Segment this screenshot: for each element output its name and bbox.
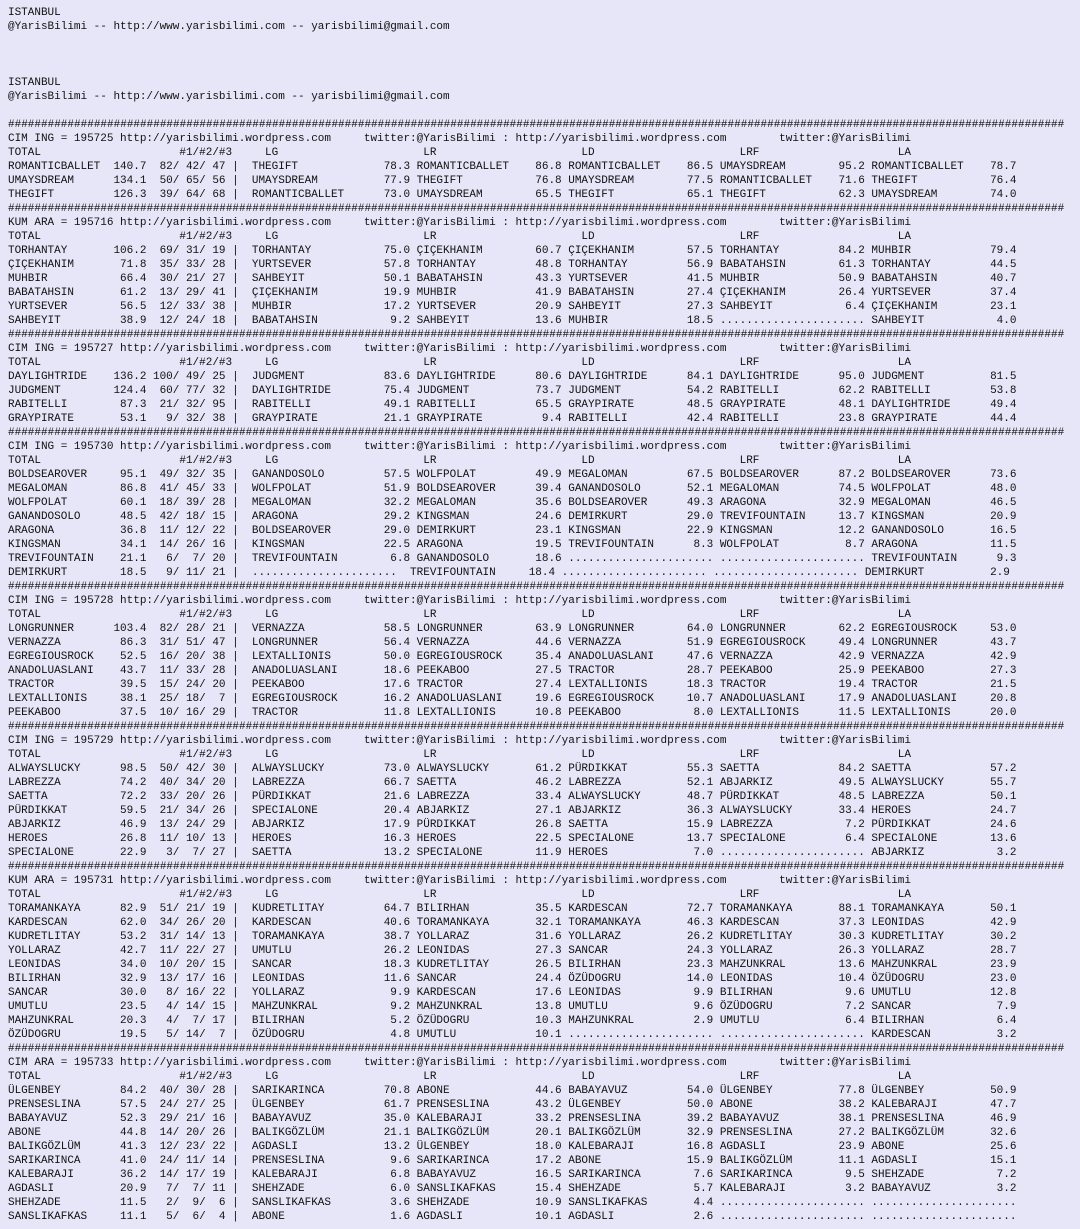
result-row: AGDASLI 20.9 7/ 7/ 11 | SHEHZADE 6.0 SANSLIKAFKAS 15.4 SHEHZADE 5.7 KALEBARAJI 3.2 BABAYAVUZ 3.2	[8, 1183, 1017, 1195]
separator-line: ################################################################################################################################################################	[8, 203, 1065, 215]
result-row: KINGSMAN 34.1 14/ 26/ 16 | KINGSMAN 22.5 ARAGONA 19.5 TREVIFOUNTAIN 8.3 WOLFPOLAT 8.7 ARAGONA 11.5	[8, 539, 1017, 551]
result-row: LONGRUNNER 103.4 82/ 28/ 21 | VERNAZZA 58.5 LONGRUNNER 63.9 LONGRUNNER 64.0 LONGRUNNER 62.2 EGREGIOUSROCK 53.0	[8, 623, 1017, 635]
result-row: TORHANTAY 106.2 69/ 31/ 19 | TORHANTAY 75.0 ÇIÇEKHANIM 60.7 ÇIÇEKHANIM 57.5 TORHANTAY 84.2 MUHBIR 79.4	[8, 245, 1017, 257]
column-headers: TOTAL #1/#2/#3 LG LR LD LRF LA	[8, 455, 911, 467]
separator-line: ################################################################################################################################################################	[8, 861, 1065, 873]
result-row: HEROES 26.8 11/ 10/ 13 | HEROES 16.3 HEROES 22.5 SPECIALONE 13.7 SPECIALONE 6.4 SPECIALONE 13.6	[8, 833, 1017, 845]
result-row: ÇIÇEKHANIM 71.8 35/ 33/ 28 | YURTSEVER 57.8 TORHANTAY 48.8 TORHANTAY 56.9 BABATAHSIN 61.3 TORHANTAY 44.5	[8, 259, 1017, 271]
result-row: MAHZUNKRAL 20.3 4/ 7/ 17 | BILIRHAN 5.2 ÖZÜDOGRU 10.3 MAHZUNKRAL 2.9 UMUTLU 6.4 BILIRHAN 6.4	[8, 1015, 1017, 1027]
result-row: BABAYAVUZ 52.3 29/ 21/ 16 | BABAYAVUZ 35.0 KALEBARAJI 33.2 PRENSESLINA 39.2 BABAYAVUZ 38.1 PRENSESLINA 46.9	[8, 1113, 1017, 1125]
header-contact: @YarisBilimi -- http://www.yarisbilimi.com -- yarisbilimi@gmail.com	[8, 21, 450, 33]
race-block	[8, 860, 1080, 1042]
race-block	[8, 720, 1080, 860]
result-row: ABJARKIZ 46.9 13/ 24/ 29 | ABJARKIZ 17.9 PÜRDIKKAT 26.8 SAETTA 15.9 LABREZZA 7.2 PÜRDIKKAT 24.6	[8, 819, 1017, 831]
result-row: TORAMANKAYA 82.9 51/ 21/ 19 | KUDRETLITAY 64.7 BILIRHAN 35.5 KARDESCAN 72.7 TORAMANKAYA 88.1 TORAMANKAYA 50.1	[8, 903, 1017, 915]
result-row: BABATAHSIN 61.2 13/ 29/ 41 | ÇIÇEKHANIM 19.9 MUHBIR 41.9 BABATAHSIN 27.4 ÇIÇEKHANIM 26.4 YURTSEVER 37.4	[8, 287, 1017, 299]
result-row: GRAYPIRATE 53.1 9/ 32/ 38 | GRAYPIRATE 21.1 GRAYPIRATE 9.4 RABITELLI 42.4 RABITELLI 23.8 GRAYPIRATE 44.4	[8, 413, 1017, 425]
result-row: UMUTLU 23.5 4/ 14/ 15 | MAHZUNKRAL 9.2 MAHZUNKRAL 13.8 UMUTLU 9.6 ÖZÜDOGRU 7.2 SANCAR 7.9	[8, 1001, 1017, 1013]
result-row: SANSLIKAFKAS 11.1 5/ 6/ 4 | ABONE 1.6 AGDASLI 10.1 AGDASLI 2.6 ...................... ......................	[8, 1211, 1017, 1223]
result-row: PÜRDIKKAT 59.5 21/ 34/ 26 | SPECIALONE 20.4 ABJARKIZ 27.1 ABJARKIZ 36.3 ALWAYSLUCKY 33.4 HEROES 24.7	[8, 805, 1017, 817]
blank-line	[8, 104, 1080, 118]
result-row: MEGALOMAN 86.8 41/ 45/ 33 | WOLFPOLAT 51.9 BOLDSEAROVER 39.4 GANANDOSOLO 52.1 MEGALOMAN 74.5 WOLFPOLAT 48.0	[8, 483, 1017, 495]
result-row: TRACTOR 39.5 15/ 24/ 20 | PEEKABOO 17.6 TRACTOR 27.4 LEXTALLIONIS 18.3 TRACTOR 19.4 TRACTOR 21.5	[8, 679, 1017, 691]
separator-line: ################################################################################################################################################################	[8, 721, 1065, 733]
header-contact: @YarisBilimi -- http://www.yarisbilimi.com -- yarisbilimi@gmail.com	[8, 91, 450, 103]
result-row: RABITELLI 87.3 21/ 32/ 95 | RABITELLI 49.1 RABITELLI 65.5 GRAYPIRATE 48.5 GRAYPIRATE 48.1 DAYLIGHTRIDE 49.4	[8, 399, 1017, 411]
result-row: KARDESCAN 62.0 34/ 26/ 20 | KARDESCAN 40.6 TORAMANKAYA 32.1 TORAMANKAYA 46.3 KARDESCAN 37.3 LEONIDAS 42.9	[8, 917, 1017, 929]
result-row: ANADOLUASLANI 43.7 11/ 33/ 28 | ANADOLUASLANI 18.6 PEEKABOO 27.5 TRACTOR 28.7 PEEKABOO 25.9 PEEKABOO 27.3	[8, 665, 1017, 677]
race-title: CIM ING = 195728 http://yarisbilimi.wordpress.com twitter:@YarisBilimi : http://yarisbilimi.wordpress.com twitter:@YarisBilimi	[8, 595, 911, 607]
race-block	[8, 328, 1080, 426]
header-block-2	[8, 76, 1080, 104]
result-row: SAETTA 72.2 33/ 20/ 26 | PÜRDIKKAT 21.6 LABREZZA 33.4 ALWAYSLUCKY 48.7 PÜRDIKKAT 48.5 LABREZZA 50.1	[8, 791, 1017, 803]
column-headers: TOTAL #1/#2/#3 LG LR LD LRF LA	[8, 147, 911, 159]
race-title: KUM ARA = 195716 http://yarisbilimi.wordpress.com twitter:@YarisBilimi : http://yarisbilimi.wordpress.com twitter:@YarisBilimi	[8, 217, 911, 229]
separator-line: ################################################################################################################################################################	[8, 119, 1065, 131]
result-row: SANCAR 30.0 8/ 16/ 22 | YOLLARAZ 9.9 KARDESCAN 17.6 LEONIDAS 9.9 BILIRHAN 9.6 UMUTLU 12.8	[8, 987, 1017, 999]
column-headers: TOTAL #1/#2/#3 LG LR LD LRF LA	[8, 231, 911, 243]
result-row: SHEHZADE 11.5 2/ 9/ 6 | SANSLIKAFKAS 3.6 SHEHZADE 10.9 SANSLIKAFKAS 4.4 ...................... ......................	[8, 1197, 1017, 1209]
result-row: GANANDOSOLO 48.5 42/ 18/ 15 | ARAGONA 29.2 KINGSMAN 24.6 DEMIRKURT 29.0 TREVIFOUNTAIN 13.7 KINGSMAN 20.9	[8, 511, 1017, 523]
race-block	[8, 426, 1080, 580]
column-headers: TOTAL #1/#2/#3 LG LR LD LRF LA	[8, 357, 911, 369]
result-row: EGREGIOUSROCK 52.5 16/ 20/ 38 | LEXTALLIONIS 50.0 EGREGIOUSROCK 35.4 ANADOLUASLANI 47.6 VERNAZZA 42.9 VERNAZZA 42.9	[8, 651, 1017, 663]
column-headers: TOTAL #1/#2/#3 LG LR LD LRF LA	[8, 749, 911, 761]
result-row: THEGIFT 126.3 39/ 64/ 68 | ROMANTICBALLET 73.0 UMAYSDREAM 65.5 THEGIFT 65.1 THEGIFT 62.3 UMAYSDREAM 74.0	[8, 189, 1017, 201]
result-row: YOLLARAZ 42.7 11/ 22/ 27 | UMUTLU 26.2 LEONIDAS 27.3 SANCAR 24.3 YOLLARAZ 26.3 YOLLARAZ 28.7	[8, 945, 1017, 957]
result-row: DEMIRKURT 18.5 9/ 11/ 21 | ...................... TREVIFOUNTAIN 18.4 ...................... ...................... DEMIRKURT 2.9	[8, 567, 1010, 579]
separator-line: ################################################################################################################################################################	[8, 581, 1065, 593]
result-row: TREVIFOUNTAIN 21.1 6/ 7/ 20 | TREVIFOUNTAIN 6.8 GANANDOSOLO 18.6 ...................... ...................... TREVIFOUNTAIN 9.3	[8, 553, 1017, 565]
result-row: ÜLGENBEY 84.2 40/ 30/ 28 | SARIKARINCA 70.8 ABONE 44.6 BABAYAVUZ 54.0 ÜLGENBEY 77.8 ÜLGENBEY 50.9	[8, 1085, 1017, 1097]
result-row: KUDRETLITAY 53.2 31/ 14/ 13 | TORAMANKAYA 38.7 YOLLARAZ 31.6 YOLLARAZ 26.2 KUDRETLITAY 30.3 KUDRETLITAY 30.2	[8, 931, 1017, 943]
race-block	[8, 118, 1080, 202]
race-block	[8, 202, 1080, 328]
header-block-1	[8, 6, 1080, 34]
result-row: ABONE 44.8 14/ 20/ 26 | BALIKGÖZLÜM 21.1 BALIKGÖZLÜM 20.1 BALIKGÖZLÜM 32.9 PRENSESLINA 27.2 BALIKGÖZLÜM 32.6	[8, 1127, 1017, 1139]
race-title: CIM ARA = 195733 http://yarisbilimi.wordpress.com twitter:@YarisBilimi : http://yarisbilimi.wordpress.com twitter:@YarisBilimi	[8, 1057, 911, 1069]
result-row: ROMANTICBALLET 140.7 82/ 42/ 47 | THEGIFT 78.3 ROMANTICBALLET 86.8 ROMANTICBALLET 86.5 UMAYSDREAM 95.2 ROMANTICBALLET 78.7	[8, 161, 1017, 173]
result-row: BALIKGÖZLÜM 41.3 12/ 23/ 22 | AGDASLI 13.2 ÜLGENBEY 18.0 KALEBARAJI 16.8 AGDASLI 23.9 ABONE 25.6	[8, 1141, 1017, 1153]
result-row: VERNAZZA 86.3 31/ 51/ 47 | LONGRUNNER 56.4 VERNAZZA 44.6 VERNAZZA 51.9 EGREGIOUSROCK 49.4 LONGRUNNER 43.7	[8, 637, 1017, 649]
race-title: CIM ING = 195729 http://yarisbilimi.wordpress.com twitter:@YarisBilimi : http://yarisbilimi.wordpress.com twitter:@YarisBilimi	[8, 735, 911, 747]
result-row: PEEKABOO 37.5 10/ 16/ 29 | TRACTOR 11.8 LEXTALLIONIS 10.8 PEEKABOO 8.0 LEXTALLIONIS 11.5 LEXTALLIONIS 20.0	[8, 707, 1017, 719]
column-headers: TOTAL #1/#2/#3 LG LR LD LRF LA	[8, 889, 911, 901]
result-row: LEONIDAS 34.0 10/ 20/ 15 | SANCAR 18.3 KUDRETLITAY 26.5 BILIRHAN 23.3 MAHZUNKRAL 13.6 MAHZUNKRAL 23.9	[8, 959, 1017, 971]
result-row: UMAYSDREAM 134.1 50/ 65/ 56 | UMAYSDREAM 77.9 THEGIFT 76.8 UMAYSDREAM 77.5 ROMANTICBALLET 71.6 THEGIFT 76.4	[8, 175, 1017, 187]
race-title: CIM ING = 195730 http://yarisbilimi.wordpress.com twitter:@YarisBilimi : http://yarisbilimi.wordpress.com twitter:@YarisBilimi	[8, 441, 911, 453]
result-row: BOLDSEAROVER 95.1 49/ 32/ 35 | GANANDOSOLO 57.5 WOLFPOLAT 49.9 MEGALOMAN 67.5 BOLDSEAROVER 87.2 BOLDSEAROVER 73.6	[8, 469, 1017, 481]
result-row: LABREZZA 74.2 40/ 34/ 20 | LABREZZA 66.7 SAETTA 46.2 LABREZZA 52.1 ABJARKIZ 49.5 ALWAYSLUCKY 55.7	[8, 777, 1017, 789]
result-row: ALWAYSLUCKY 98.5 50/ 42/ 30 | ALWAYSLUCKY 73.0 ALWAYSLUCKY 61.2 PÜRDIKKAT 55.3 SAETTA 84.2 SAETTA 57.2	[8, 763, 1017, 775]
result-row: PRENSESLINA 57.5 24/ 27/ 25 | ÜLGENBEY 61.7 PRENSESLINA 43.2 ÜLGENBEY 50.0 ABONE 38.2 KALEBARAJI 47.7	[8, 1099, 1017, 1111]
race-results	[8, 118, 1080, 1224]
result-row: SARIKARINCA 41.0 24/ 11/ 14 | PRENSESLINA 9.6 SARIKARINCA 17.2 ABONE 15.9 BALIKGÖZLÜM 11.1 AGDASLI 15.1	[8, 1155, 1017, 1167]
result-row: DAYLIGHTRIDE 136.2 100/ 49/ 25 | JUDGMENT 83.6 DAYLIGHTRIDE 80.6 DAYLIGHTRIDE 84.1 DAYLIGHTRIDE 95.0 JUDGMENT 81.5	[8, 371, 1017, 383]
result-row: YURTSEVER 56.5 12/ 33/ 38 | MUHBIR 17.2 YURTSEVER 20.9 SAHBEYIT 27.3 SAHBEYIT 6.4 ÇIÇEKHANIM 23.1	[8, 301, 1017, 313]
header-city: ISTANBUL	[8, 7, 61, 19]
column-headers: TOTAL #1/#2/#3 LG LR LD LRF LA	[8, 1071, 911, 1083]
race-title: CIM ING = 195725 http://yarisbilimi.wordpress.com twitter:@YarisBilimi : http://yarisbilimi.wordpress.com twitter:@YarisBilimi	[8, 133, 911, 145]
result-row: LEXTALLIONIS 38.1 25/ 18/ 7 | EGREGIOUSROCK 16.2 ANADOLUASLANI 19.6 EGREGIOUSROCK 10.7 ANADOLUASLANI 17.9 ANADOLUASLANI 20.8	[8, 693, 1017, 705]
separator-line: ################################################################################################################################################################	[8, 427, 1065, 439]
separator-line: ################################################################################################################################################################	[8, 329, 1065, 341]
column-headers: TOTAL #1/#2/#3 LG LR LD LRF LA	[8, 609, 911, 621]
result-row: JUDGMENT 124.4 60/ 77/ 32 | DAYLIGHTRIDE 75.4 JUDGMENT 73.7 JUDGMENT 54.2 RABITELLI 62.2 RABITELLI 53.8	[8, 385, 1017, 397]
result-row: SAHBEYIT 38.9 12/ 24/ 18 | BABATAHSIN 9.2 SAHBEYIT 13.6 MUHBIR 18.5 ...................... SAHBEYIT 4.0	[8, 315, 1017, 327]
result-row: WOLFPOLAT 60.1 18/ 39/ 28 | MEGALOMAN 32.2 MEGALOMAN 35.6 BOLDSEAROVER 49.3 ARAGONA 32.9 MEGALOMAN 46.5	[8, 497, 1017, 509]
result-row: KALEBARAJI 36.2 14/ 17/ 19 | KALEBARAJI 6.8 BABAYAVUZ 16.5 SARIKARINCA 7.6 SARIKARINCA 9.5 SHEHZADE 7.2	[8, 1169, 1017, 1181]
result-row: ÖZÜDOGRU 19.5 5/ 14/ 7 | ÖZÜDOGRU 4.8 UMUTLU 10.1 ...................... ...................... KARDESCAN 3.2	[8, 1029, 1017, 1041]
race-title: CIM ING = 195727 http://yarisbilimi.wordpress.com twitter:@YarisBilimi : http://yarisbilimi.wordpress.com twitter:@YarisBilimi	[8, 343, 911, 355]
result-row: MUHBIR 66.4 30/ 21/ 27 | SAHBEYIT 50.1 BABATAHSIN 43.3 YURTSEVER 41.5 MUHBIR 50.9 BABATAHSIN 40.7	[8, 273, 1017, 285]
race-title: KUM ARA = 195731 http://yarisbilimi.wordpress.com twitter:@YarisBilimi : http://yarisbilimi.wordpress.com twitter:@YarisBilimi	[8, 875, 911, 887]
spacer	[8, 34, 1080, 76]
separator-line: ################################################################################################################################################################	[8, 1043, 1065, 1055]
race-block	[8, 580, 1080, 720]
result-row: BILIRHAN 32.9 13/ 17/ 16 | LEONIDAS 11.6 SANCAR 24.4 ÖZÜDOGRU 14.0 LEONIDAS 10.4 ÖZÜDOGRU 23.0	[8, 973, 1017, 985]
result-row: SPECIALONE 22.9 3/ 7/ 27 | SAETTA 13.2 SPECIALONE 11.9 HEROES 7.0 ...................... ABJARKIZ 3.2	[8, 847, 1017, 859]
header-city: ISTANBUL	[8, 77, 61, 89]
result-row: ARAGONA 36.8 11/ 12/ 22 | BOLDSEAROVER 29.0 DEMIRKURT 23.1 KINGSMAN 22.9 KINGSMAN 12.2 GANANDOSOLO 16.5	[8, 525, 1017, 537]
race-block	[8, 1042, 1080, 1224]
